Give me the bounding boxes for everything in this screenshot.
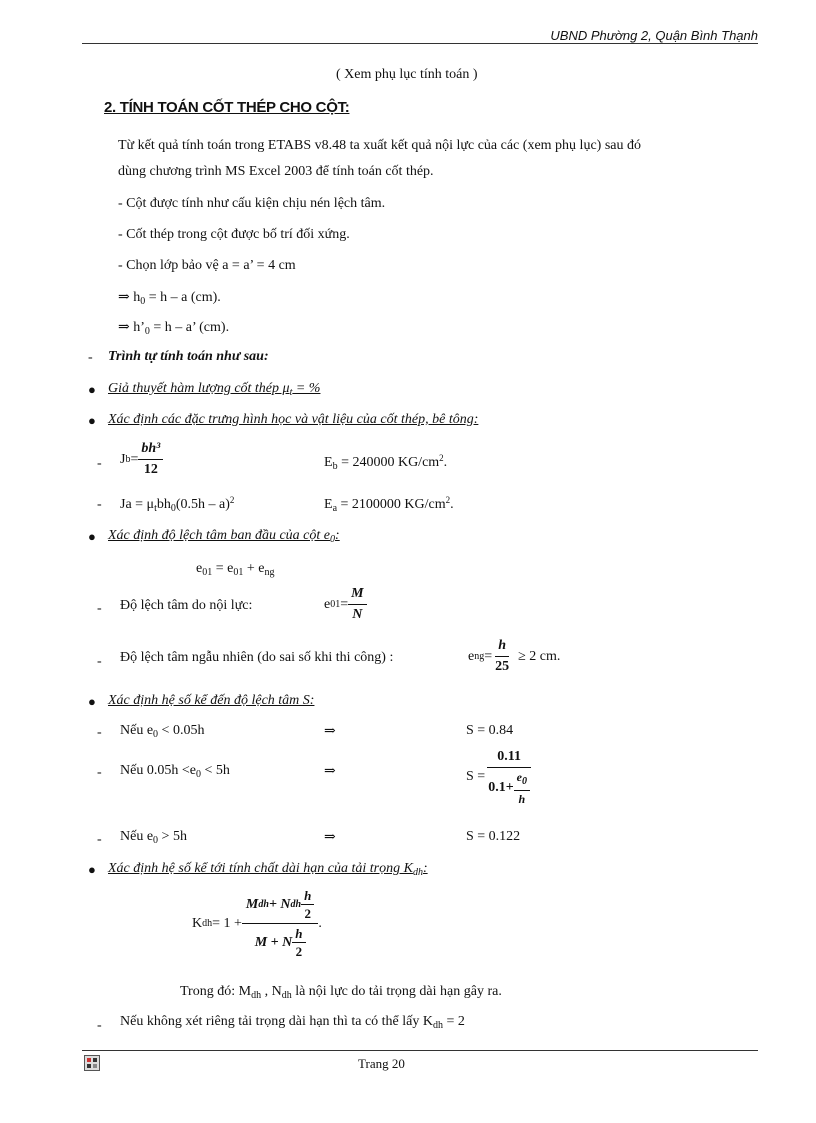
s-case2-result: S = 0.11 0.1+ $\frac{e_0}{h}$	[466, 748, 533, 806]
assumption-2: - Cốt thép trong cột được bố trí đối xứng.	[118, 227, 350, 242]
procedure-title: Trình tự tính toán như sau:	[108, 349, 269, 364]
s-case3-dash: -	[97, 832, 102, 847]
rand-ecc-formula: e ng = $\frac{h}{25}$ ≥ 2 cm.	[468, 638, 561, 674]
kdh-note: Nếu không xét riêng tải trọng dài hạn thì ta có thể lấy $K_{dh} = 2$	[120, 1014, 465, 1031]
bullet-kdh: Xác định hệ số kể tới tính chất dài hạn của tải trọng $K_{dh}$:	[108, 861, 428, 878]
rand-ecc-fraction: $\frac{h}{25}$	[495, 638, 510, 674]
ja-formula: $Ja = \mu_tbh_0(0.5h - a)^2$	[120, 495, 235, 514]
s-case3-result: S = 0.122	[466, 829, 521, 844]
load-ecc-formula: e 01 = $\frac{M}{N}$	[324, 585, 367, 624]
rand-ecc-label: Độ lệch tâm ngẫu nhiên (do sai số khi thi công) :	[120, 650, 394, 665]
eb-formula: $E_b = 240000$ $KG/cm^2$.	[324, 453, 448, 472]
jb-formula: J b = $\frac{\text{bh³}}{12}$	[120, 440, 163, 479]
implies-arrow: ⇒	[118, 290, 130, 305]
s-case3-cond: Nếu $e_0 > 5h$	[120, 829, 187, 846]
s-case1-dash: -	[97, 725, 102, 740]
e01-formula: $e_{01} = e_{01} + e_{ng}$	[196, 561, 275, 578]
h0-prime-formula: ⇒ $h’_0 = h - a$’ (cm).	[118, 320, 230, 337]
load-ecc-dash: -	[97, 601, 102, 616]
s-case2-dash: -	[97, 765, 102, 780]
procedure-dash: -	[88, 350, 93, 365]
logo-icon	[84, 1055, 100, 1071]
kdh-where: Trong đó: $M_{dh}$ , $N_{dh}$ là nội lực do tải trọng dài hạn gây ra.	[180, 984, 502, 1001]
bullet-icon: ●	[88, 529, 96, 544]
section-title: 2. TÍNH TOÁN CỐT THÉP CHO CỘT:	[104, 99, 350, 116]
bullet-eccentricity: Xác định độ lệch tâm ban đầu của cột $e_0$:	[108, 528, 340, 545]
intro-line-2: dùng chương trình MS Excel 2003 để tính toán cốt thép.	[118, 164, 434, 179]
load-ecc-label: Độ lệch tâm do nội lực:	[120, 598, 253, 613]
footer-rule	[82, 1050, 758, 1051]
intro-line-1: Từ kết quả tính toán trong ETABS v8.48 ta xuất kết quả nội lực của các (xem phụ lục) sau đó	[118, 138, 641, 153]
bullet-icon: ●	[88, 862, 96, 877]
h0-formula: ⇒ $h_0 = h - a$ (cm).	[118, 290, 221, 307]
jb-dash: -	[97, 456, 102, 471]
kdh-note-dash: -	[97, 1018, 102, 1033]
rand-ecc-dash: -	[97, 654, 102, 669]
ja-dash: -	[97, 497, 102, 512]
bullet-icon: ●	[88, 413, 96, 428]
assumption-1: - Cột được tính như cấu kiện chịu nén lệch tâm.	[118, 196, 386, 211]
bullet-icon: ●	[88, 382, 96, 397]
assumption-3: - Chọn lớp bảo vệ a = a’ = 4 cm	[118, 258, 296, 273]
s-case2-fraction: 0.11 0.1+ $\frac{e_0}{h}$	[485, 748, 533, 806]
header-rule	[82, 43, 758, 44]
bullet-steel-ratio: Giả thuyết hàm lượng cốt thép $\mu_t$ = %	[108, 381, 321, 398]
s-case1-cond: Nếu $e_0 < 0.05h$	[120, 723, 205, 740]
jb-fraction: $\frac{\text{bh³}}{12}$	[138, 440, 163, 479]
bullet-s-factor: Xác định hệ số kể đến độ lệch tâm S:	[108, 693, 315, 708]
s-case2-cond: Nếu $0.05h <e_0 < 5h$	[120, 763, 230, 780]
bullet-geometry: Xác định các đặc trưng hình học và vật liệu của cốt thép, bê tông:	[108, 412, 479, 427]
page-number: Trang 20	[358, 1056, 405, 1071]
ea-formula: $E_a = 2100000$ $KG/cm^2$.	[324, 495, 454, 514]
bullet-icon: ●	[88, 694, 96, 709]
load-ecc-fraction: $\frac{M}{N}$	[348, 585, 366, 624]
note-ref: ( Xem phụ lục tính toán )	[336, 67, 478, 82]
implies-arrow: ⇒	[324, 830, 336, 845]
implies-arrow: ⇒	[118, 320, 130, 335]
kdh-formula: K dh = 1 + M dh + N dh $\frac{h}{2}$ M + N $\frac{h}{2}$ .	[192, 888, 322, 959]
s-case1-result: S = 0.84	[466, 723, 514, 738]
implies-arrow: ⇒	[324, 764, 336, 779]
implies-arrow: ⇒	[324, 724, 336, 739]
kdh-fraction: M dh + N dh $\frac{h}{2}$ M + N $\frac{h}{2}$	[242, 888, 318, 959]
header-title: UBND Phường 2, Quận Bình Thạnh	[550, 28, 758, 43]
